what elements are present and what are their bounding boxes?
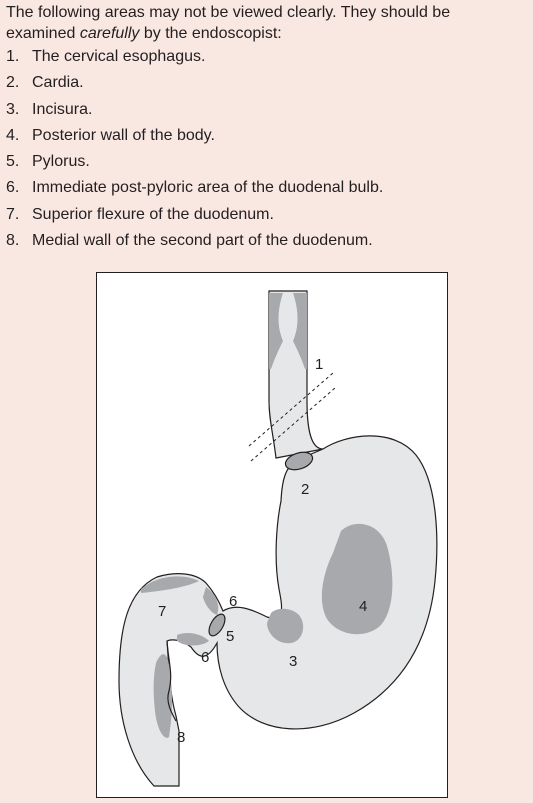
list-item-3 — [6, 97, 383, 123]
label-8: 8 — [177, 729, 186, 746]
list-item-number: 1. — [6, 48, 20, 65]
list-item-number: 6. — [6, 179, 20, 197]
intro-line1: The following areas may not be viewed clearly. They should be — [6, 4, 451, 21]
list-item-4 — [6, 123, 383, 149]
list-item-number: 8. — [6, 232, 20, 250]
stomach-diagram — [96, 272, 448, 798]
list-item-number: 3. — [6, 100, 20, 118]
list-item-2 — [6, 70, 383, 96]
list-item-text: Pylorus. — [32, 153, 90, 171]
label-4: 4 — [359, 598, 368, 615]
stomach-diagram-svg — [97, 273, 449, 799]
list-item-1 — [6, 44, 383, 70]
list-item-text: Immediate post-pyloric area of the duodenal bulb. — [32, 179, 384, 197]
list-item-number: 7. — [6, 205, 20, 223]
label-3: 3 — [289, 653, 298, 670]
list-item-6 — [6, 175, 383, 201]
list-item-text: Posterior wall of the body. — [32, 126, 215, 144]
label-1: 1 — [315, 356, 324, 373]
intro-text — [6, 2, 528, 44]
label-6-lower: 6 — [201, 649, 210, 666]
area-list — [6, 44, 383, 254]
label-2: 2 — [301, 481, 310, 498]
list-item-text: The cervical esophagus. — [32, 48, 206, 65]
label-6-upper: 6 — [229, 593, 238, 610]
label-5: 5 — [226, 628, 235, 645]
list-item-7 — [6, 202, 383, 228]
list-item-text: Superior flexure of the duodenum. — [32, 205, 274, 223]
intro-line2-before: examined — [6, 25, 80, 42]
list-item-5 — [6, 149, 383, 175]
list-item-text: Cardia. — [32, 74, 84, 92]
list-item-number: 2. — [6, 74, 20, 92]
list-item-number: 5. — [6, 153, 20, 171]
list-item-number: 4. — [6, 126, 20, 144]
intro-line2-emphasis: carefully — [79, 25, 140, 42]
list-item-text: Incisura. — [32, 100, 93, 118]
intro-line2-after: by the endoscopist: — [139, 25, 282, 42]
label-7: 7 — [158, 603, 167, 620]
list-item-text: Medial wall of the second part of the duodenum. — [32, 232, 373, 250]
list-item-8 — [6, 228, 383, 254]
